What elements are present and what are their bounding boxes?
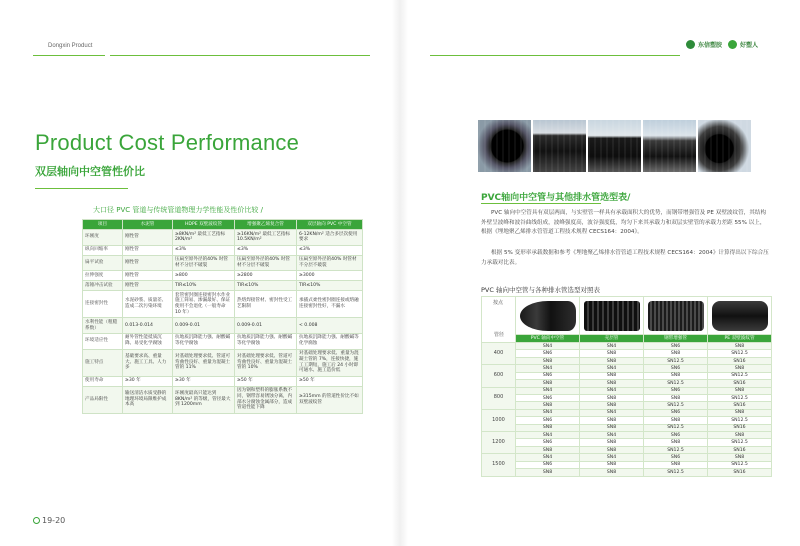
grade-cell: SN4 — [580, 432, 644, 439]
comparison-table — [82, 219, 363, 414]
grade-cell: SN8 — [580, 372, 644, 379]
pipe-image-cell — [644, 297, 708, 335]
table-cell: 压扁至原外径的40% 时管材不分层不破裂 — [297, 255, 363, 271]
grade-cell: SN4 — [580, 409, 644, 416]
row-label: 扁平试验 — [83, 255, 123, 271]
table-cell: 刚性管 — [123, 281, 173, 291]
col-header: 项目 — [83, 220, 123, 230]
page-number — [33, 516, 65, 525]
page-title-cn: 双层轴向中空管性价比 — [35, 165, 145, 178]
grade-cell: SN8 — [580, 394, 644, 401]
grade-cell: SN8 — [708, 432, 772, 439]
col-header: 增强聚乙烯复合管 — [235, 220, 297, 230]
grade-cell: SN8 — [580, 469, 644, 476]
pipe-image-cell — [516, 297, 580, 335]
grade-cell: SN12.5 — [708, 439, 772, 446]
pipe-photo — [643, 120, 696, 172]
row-label: 施工特点 — [83, 349, 123, 376]
grade-cell: SN12.5 — [644, 380, 708, 387]
grade-cell: SN6 — [644, 387, 708, 394]
grade-cell: SN6 — [516, 350, 580, 357]
diameter-cell: 1000 — [482, 409, 516, 431]
selection-row — [482, 365, 772, 372]
grade-cell: SN8 — [516, 380, 580, 387]
comparison-row — [83, 318, 363, 334]
grade-cell: SN8 — [516, 469, 580, 476]
col-header: PE 双壁波纹管 — [708, 335, 772, 343]
table-cell: 基础要求高、重量大、施工工具、人力多 — [123, 349, 173, 376]
grade-cell: SN8 — [644, 394, 708, 401]
table-cell: 抗地质沉降能力强、耐酸碱等化学腐蚀 — [173, 333, 235, 349]
grade-cell: SN12.5 — [708, 372, 772, 379]
grade-cell: SN4 — [580, 387, 644, 394]
selection-row — [482, 380, 772, 387]
logo-icon-2 — [728, 40, 737, 49]
table-cell: 水泥砂浆、质量差、造成二次污染环境 — [123, 291, 173, 318]
grade-cell: SN8 — [516, 424, 580, 431]
row-label: 环境适应性 — [83, 333, 123, 349]
paragraph-intro: PVC 轴向中空管具有双层两面，与实壁管一样具有承载面积大的优势，而钢带增强管及 PE 双壁波纹管，其结构外壁呈波峰和波谷曲线组成，波峰强度高，波谷强度低，均匀下来其承载力和双层实壁管的承载力差距 55% 以上，根据《埋地聚乙烯排水管管道工程技术规程 CECS164：2004》。 — [481, 210, 767, 235]
pipe-image-row — [482, 297, 772, 335]
grade-cell: SN8 — [644, 417, 708, 424]
comparison-row — [83, 291, 363, 318]
selection-row — [482, 394, 772, 401]
pipe-photo — [478, 120, 531, 172]
grade-cell: SN8 — [708, 343, 772, 350]
table-cell: 抗地质沉降能力强、耐酸碱等化学腐蚀 — [235, 333, 297, 349]
grade-cell: SN12.5 — [708, 350, 772, 357]
table-cell: 因为钢和塑料的膨胀系数不同，钢带容易锈蚀分离，内部水分腐蚀金属部分，造成管道性能下降 — [235, 386, 297, 413]
table-cell: 套管密封圈连接密封水作业施工简易、渗漏最好、保证使用不会退化（一般寿命 10 年） — [173, 291, 235, 318]
row-label: 水利性能（粗糙系数） — [83, 318, 123, 334]
comparison-table-title: 大口径 PVC 管道与传统管道物理力学性能及性价比较 / — [93, 206, 263, 214]
grade-cell: SN4 — [516, 365, 580, 372]
grade-cell: SN6 — [644, 365, 708, 372]
grade-cell: SN4 — [516, 432, 580, 439]
table-cell: ≥315mm 的管道性价比不如双壁波纹管 — [297, 386, 363, 413]
selection-row — [482, 409, 772, 416]
grade-cell: SN8 — [580, 461, 644, 468]
table-cell: 抗地质沉降能力强、耐酸碱等化学腐蚀 — [297, 333, 363, 349]
corner-top-label: 按点 — [492, 300, 503, 306]
grade-cell: SN16 — [708, 357, 772, 364]
comparison-row — [83, 333, 363, 349]
selection-row — [482, 350, 772, 357]
table-cell: 对基础处理要求低、管道可弯曲性良好、重量为混凝土管的 11% — [173, 349, 235, 376]
pipe-photo — [533, 120, 586, 172]
pipe-photo — [698, 120, 751, 172]
table-cell: 0.013-0.014 — [123, 318, 173, 334]
grade-cell: SN4 — [580, 454, 644, 461]
paragraph-basis: 根据 5% 变形率承载数据和参考《埋地聚乙烯排水管管道工程技术规程 CECS164：2004》计算得出以下综合压力承载对比表。 — [481, 250, 769, 266]
grade-cell: SN8 — [516, 446, 580, 453]
grade-cell: SN8 — [708, 365, 772, 372]
shell-pipe-image — [584, 301, 640, 331]
grade-cell: SN8 — [644, 350, 708, 357]
grade-cell: SN6 — [644, 454, 708, 461]
header-rule-right — [430, 55, 680, 56]
row-label: 产品局限性 — [83, 386, 123, 413]
selection-row — [482, 469, 772, 476]
table-cell: ≥50 年 — [235, 376, 297, 386]
grade-cell: SN16 — [708, 380, 772, 387]
selection-row — [482, 454, 772, 461]
col-header: PVC 轴向中空管 — [516, 335, 580, 343]
pipe-photo — [588, 120, 641, 172]
table-cell: 刚性管 — [123, 271, 173, 281]
grade-cell: SN16 — [708, 424, 772, 431]
grade-cell: SN8 — [580, 417, 644, 424]
row-label: 拉伸强度 — [83, 271, 123, 281]
selection-row — [482, 432, 772, 439]
col-header: 水泥管 — [123, 220, 173, 230]
table-cell: ≥3000 — [297, 271, 363, 281]
table-cell: 6-12KN/m² 适合多层次使用要求 — [297, 230, 363, 246]
grade-cell: SN6 — [644, 432, 708, 439]
logo-right — [728, 40, 758, 49]
grade-cell: SN8 — [708, 454, 772, 461]
grade-cell: SN4 — [580, 343, 644, 350]
selection-row — [482, 424, 772, 431]
page-number-text: 19-20 — [42, 516, 66, 525]
comparison-row — [83, 255, 363, 271]
spine-shadow — [392, 0, 408, 546]
selection-table-title: PVC 轴向中空管与各种排水管选型对照表 — [481, 286, 600, 294]
right-section-title: PVC轴向中空管与其他排水管选型表/ — [481, 193, 631, 203]
grade-cell: SN8 — [580, 446, 644, 453]
logo-icon — [686, 40, 695, 49]
diameter-cell: 1200 — [482, 432, 516, 454]
grade-cell: SN4 — [516, 387, 580, 394]
logo-text-2: 好塑人 — [740, 42, 759, 49]
table-cell: 热熔焊接管材、密封性受工艺限制 — [235, 291, 297, 318]
grade-cell: SN8 — [580, 380, 644, 387]
grade-cell: SN8 — [516, 357, 580, 364]
page-title-en: Product Cost Performance — [35, 130, 300, 155]
grade-cell: SN12.5 — [644, 402, 708, 409]
table-cell: ≥8KN/m² 最低工艺指标 2KN/m² — [173, 230, 235, 246]
table-cell: 压扁至原外径的40% 时管材不分层不破裂 — [235, 255, 297, 271]
table-cell: ≤3% — [297, 245, 363, 255]
selection-row — [482, 417, 772, 424]
grade-cell: SN6 — [644, 409, 708, 416]
grade-cell: SN8 — [644, 439, 708, 446]
col-header: 双层轴向 PVC 中空管 — [297, 220, 363, 230]
selection-row — [482, 461, 772, 468]
steel-pipe-image — [648, 301, 704, 331]
row-label: 连接密封性 — [83, 291, 123, 318]
grade-cell: SN8 — [644, 461, 708, 468]
header-rule-left-b — [110, 55, 370, 56]
comparison-row — [83, 349, 363, 376]
photo-strip — [478, 120, 751, 172]
grade-cell: SN6 — [644, 343, 708, 350]
table-cell: ≤3% — [235, 245, 297, 255]
comparison-row — [83, 271, 363, 281]
selection-header-row — [482, 335, 772, 343]
table-cell: ≥2800 — [235, 271, 297, 281]
selection-row — [482, 357, 772, 364]
grade-cell: SN8 — [580, 424, 644, 431]
grade-cell: SN8 — [708, 387, 772, 394]
grade-cell: SN12.5 — [644, 357, 708, 364]
table-cell: ≥50 年 — [297, 376, 363, 386]
corner-bottom-label: 管径 — [494, 331, 505, 338]
selection-row — [482, 446, 772, 453]
table-cell: 输送清洁水质受静的地理环境局限维护成本高 — [123, 386, 173, 413]
table-corner — [482, 297, 516, 343]
table-cell: ≥800 — [173, 271, 235, 281]
selection-row — [482, 387, 772, 394]
pvc-pipe-image — [520, 301, 576, 331]
comparison-row — [83, 376, 363, 386]
diameter-cell: 400 — [482, 343, 516, 365]
table-cell: 刚性管 — [123, 255, 173, 271]
grade-cell: SN8 — [516, 402, 580, 409]
table-cell: 耐外管性能抵质沉降、易受化学腐蚀 — [123, 333, 173, 349]
table-cell: ≤3% — [173, 245, 235, 255]
logo-left — [686, 40, 722, 49]
comparison-row — [83, 281, 363, 291]
logo-text: 东信塑胶 — [698, 42, 723, 49]
grade-cell: SN8 — [644, 372, 708, 379]
grade-cell: SN12.5 — [644, 469, 708, 476]
table-cell: TIR≤10% — [235, 281, 297, 291]
comparison-row — [83, 245, 363, 255]
page-number-icon — [33, 517, 40, 524]
row-label: 纵向回缩率 — [83, 245, 123, 255]
title-underline — [35, 188, 128, 189]
grade-cell: SN16 — [708, 446, 772, 453]
selection-row — [482, 343, 772, 350]
header-rule-left-a — [33, 55, 105, 56]
table-cell: ≥16KN/m² 最低工艺指标 10.5KN/m² — [235, 230, 297, 246]
grade-cell: SN12.5 — [708, 417, 772, 424]
table-cell: < 0.008 — [297, 318, 363, 334]
grade-cell: SN12.5 — [644, 424, 708, 431]
diameter-cell: 600 — [482, 365, 516, 387]
table-cell: 0.009-0.01 — [173, 318, 235, 334]
diameter-cell: 800 — [482, 387, 516, 409]
table-cell: TIR≤10% — [173, 281, 235, 291]
row-label: 落锤冲击试验 — [83, 281, 123, 291]
header-brand: Dongxin Product — [48, 43, 93, 49]
grade-cell: SN4 — [516, 409, 580, 416]
table-cell: 环刚度最高只能达到 8KN/m² 的等级，管径最大到 1200mm — [173, 386, 235, 413]
table-cell: 刚性管 — [123, 245, 173, 255]
grade-cell: SN12.5 — [708, 461, 772, 468]
grade-cell: SN6 — [516, 417, 580, 424]
diameter-cell: 1500 — [482, 454, 516, 476]
grade-cell: SN4 — [580, 365, 644, 372]
grade-cell: SN8 — [708, 409, 772, 416]
grade-cell: SN4 — [516, 343, 580, 350]
table-cell: 对基础处理要求低、重量为混凝土管的 7%，连接快捷，施工工期短，施工后 24 小时即可通水、施工造价低 — [297, 349, 363, 376]
table-cell: 刚性管 — [123, 230, 173, 246]
grade-cell: SN6 — [516, 394, 580, 401]
comparison-row — [83, 386, 363, 413]
selection-table — [481, 296, 772, 477]
selection-row — [482, 439, 772, 446]
grade-cell: SN16 — [708, 469, 772, 476]
grade-cell: SN16 — [708, 402, 772, 409]
table-cell: 0.009-0.01 — [235, 318, 297, 334]
table-cell: TIR≤10% — [297, 281, 363, 291]
grade-cell: SN8 — [580, 350, 644, 357]
table-cell: ≥30 年 — [173, 376, 235, 386]
pipe-image-cell — [580, 297, 644, 335]
col-header: HDPE 双壁波纹管 — [173, 220, 235, 230]
row-label: 使用寿命 — [83, 376, 123, 386]
table-cell: 对基础处理要求低、管道可弯曲性良好、重量为混凝土管的 10% — [235, 349, 297, 376]
col-header: 钢带增强管 — [644, 335, 708, 343]
grade-cell: SN12.5 — [708, 394, 772, 401]
grade-cell: SN12.5 — [644, 446, 708, 453]
grade-cell: SN8 — [580, 402, 644, 409]
pipe-image-cell — [708, 297, 772, 335]
grade-cell: SN6 — [516, 439, 580, 446]
col-header: 壳层管 — [580, 335, 644, 343]
grade-cell: SN8 — [580, 357, 644, 364]
comparison-header-row — [83, 220, 363, 230]
comparison-row — [83, 230, 363, 246]
grade-cell: SN8 — [580, 439, 644, 446]
grade-cell: SN6 — [516, 372, 580, 379]
table-cell: 压扁至原外径的40% 时管材不分层不破裂 — [173, 255, 235, 271]
table-cell: 承插式柔性密封圈连接或熔融连接密封性好，不漏水 — [297, 291, 363, 318]
pe-pipe-image — [712, 301, 768, 331]
selection-row — [482, 372, 772, 379]
table-cell: ≥30 年 — [123, 376, 173, 386]
row-label: 环刚度 — [83, 230, 123, 246]
selection-row — [482, 402, 772, 409]
grade-cell: SN4 — [516, 454, 580, 461]
right-title-underline — [481, 203, 601, 204]
grade-cell: SN6 — [516, 461, 580, 468]
